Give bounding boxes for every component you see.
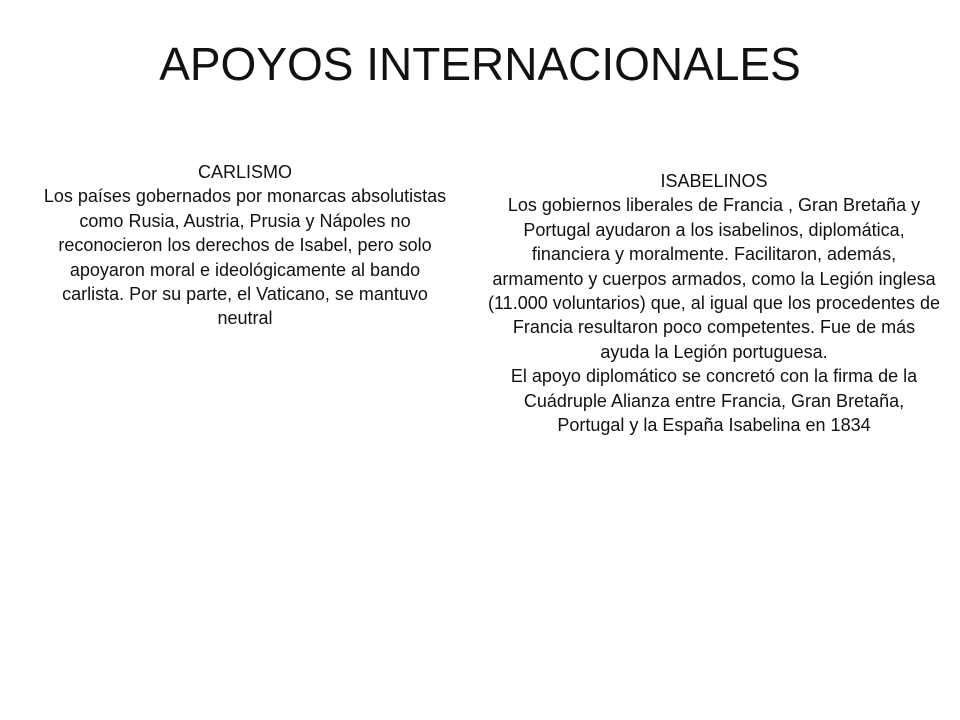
isabelinos-paragraph-2: El apoyo diplomático se concretó con la firma de la Cuádruple Alianza entre Francia, Gran Bretaña, Portugal y la España Isabelina en 1834 [510, 366, 918, 436]
isabelinos-paragraph-1: Los gobiernos liberales de Francia , Gran Bretaña y Portugal ayudaron a los isabelinos, diplomática, financiera y moralmente. Facilitaron, además, armamento y cuerpos armados, como la Legión inglesa (11.000 voluntarios) que, al igual que los procedentes de Francia resultaron poco competentes. Fue de más ayuda la Legión portuguesa. [488, 195, 940, 362]
isabelinos-column [488, 169, 940, 437]
carlismo-body: Los países gobernados por monarcas absolutistas como Rusia, Austria, Prusia y Nápoles no reconocieron los derechos de Isabel, pero solo apoyaron moral e ideológicamente al bando carlista. Por su parte, el Vaticano, se mantuvo neutral [43, 186, 447, 329]
slide-title: APOYOS INTERNACIONALES [159, 38, 801, 90]
carlismo-heading: CARLISMO [197, 162, 293, 182]
isabelinos-heading: ISABELINOS [660, 171, 768, 191]
carlismo-column [40, 160, 450, 331]
